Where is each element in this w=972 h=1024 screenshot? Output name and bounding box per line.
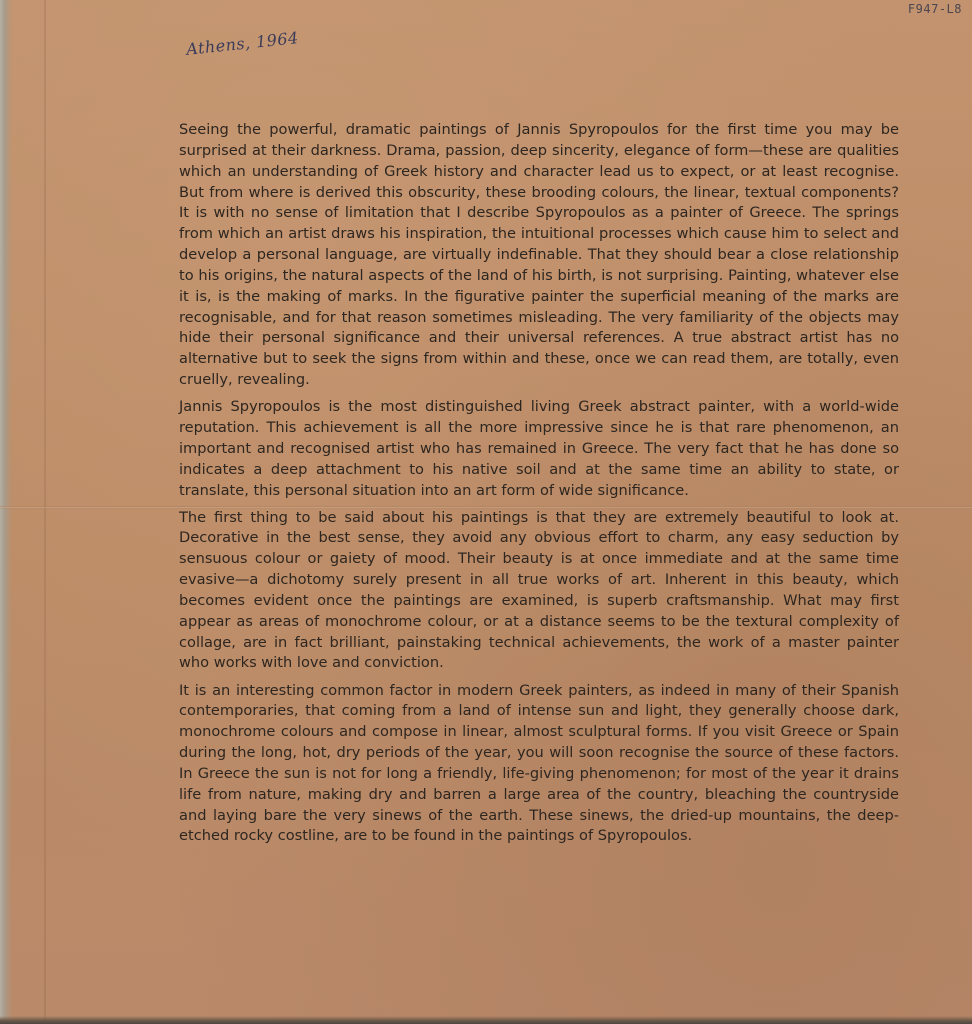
scan-left-edge xyxy=(0,0,12,1024)
paragraph-3: The first thing to be said about his paintings is that they are extremely beautiful to look at. Decorative in the best sense, they avoid any obvious effort to charm, any easy seduction by sensuous colour or gaiety of mood. Their beauty is at once immediate and at the same time evasive—a dichotomy surely present in all true works of art. Inherent in this beauty, which becomes evident once the paintings are examined, is superb craftsmanship. What may first appear as areas of monochrome colour, or at a distance seems to be the textural complexity of collage, are in fact brilliant, painstaking technical achievements, the work of a master painter who works with love and conviction. xyxy=(179,508,899,672)
paragraph-4: It is an interesting common factor in modern Greek painters, as indeed in many of their Spanish contemporaries, that coming from a land of intense sun and light, they generally choose dark, monochrome colours and compose in linear, almost sculptural forms. If you visit Greece or Spain during the long, hot, dry periods of the year, you will soon recognise the source of these factors. In Greece the sun is not for long a friendly, life-giving phenomenon; for most of the year it drains life from nature, making dry and barren a large area of the country, bleaching the countryside and laying bare the very sinews of the earth. These sinews, the dried-up mountains, the deep-etched rocky costline, are to be found in the paintings of Spyropoulos. xyxy=(179,681,899,845)
paragraph-2: Jannis Spyropoulos is the most distinguished living Greek abstract painter, with a world-wide reputation. This achievement is all the more impressive since he is that rare phenomenon, an important and recognised artist who has remained in Greece. The very fact that he has done so indicates a deep attachment to his native soil and at the same time an ability to state, or translate, this personal situation into an art form of wide significance. xyxy=(179,398,899,499)
handwritten-annotation: Athens, 1964 xyxy=(185,28,300,59)
scan-bottom-edge xyxy=(0,1016,972,1024)
article-body xyxy=(179,120,899,853)
page-crease-vertical xyxy=(44,0,46,1024)
catalog-number: F947-L8 xyxy=(907,2,962,16)
paragraph-1: Seeing the powerful, dramatic paintings of Jannis Spyropoulos for the first time you may be surprised at their darkness. Drama, passion, deep sincerity, elegance of form—these are qualities which an understanding of Greek history and character lead us to expect, or at least recognise. But from where is derived this obscurity, these brooding colours, the linear, textual components? It is with no sense of limitation that I describe Spyropoulos as a painter of Greece. The springs from which an artist draws his inspiration, the intuitional processes which cause him to select and develop a personal language, are virtually indefinable. That they should bear a close relationship to his origins, the natural aspects of the land of his birth, is not surprising. Painting, whatever else it is, is the making of marks. In the figurative painter the superficial meaning of the marks are recognisable, and for that reason sometimes misleading. The very familiarity of the objects may hide their personal significance and their universal references. A true abstract artist has no alternative but to seek the signs from within and these, once we can read them, are totally, even cruelly, revealing. xyxy=(179,121,899,389)
